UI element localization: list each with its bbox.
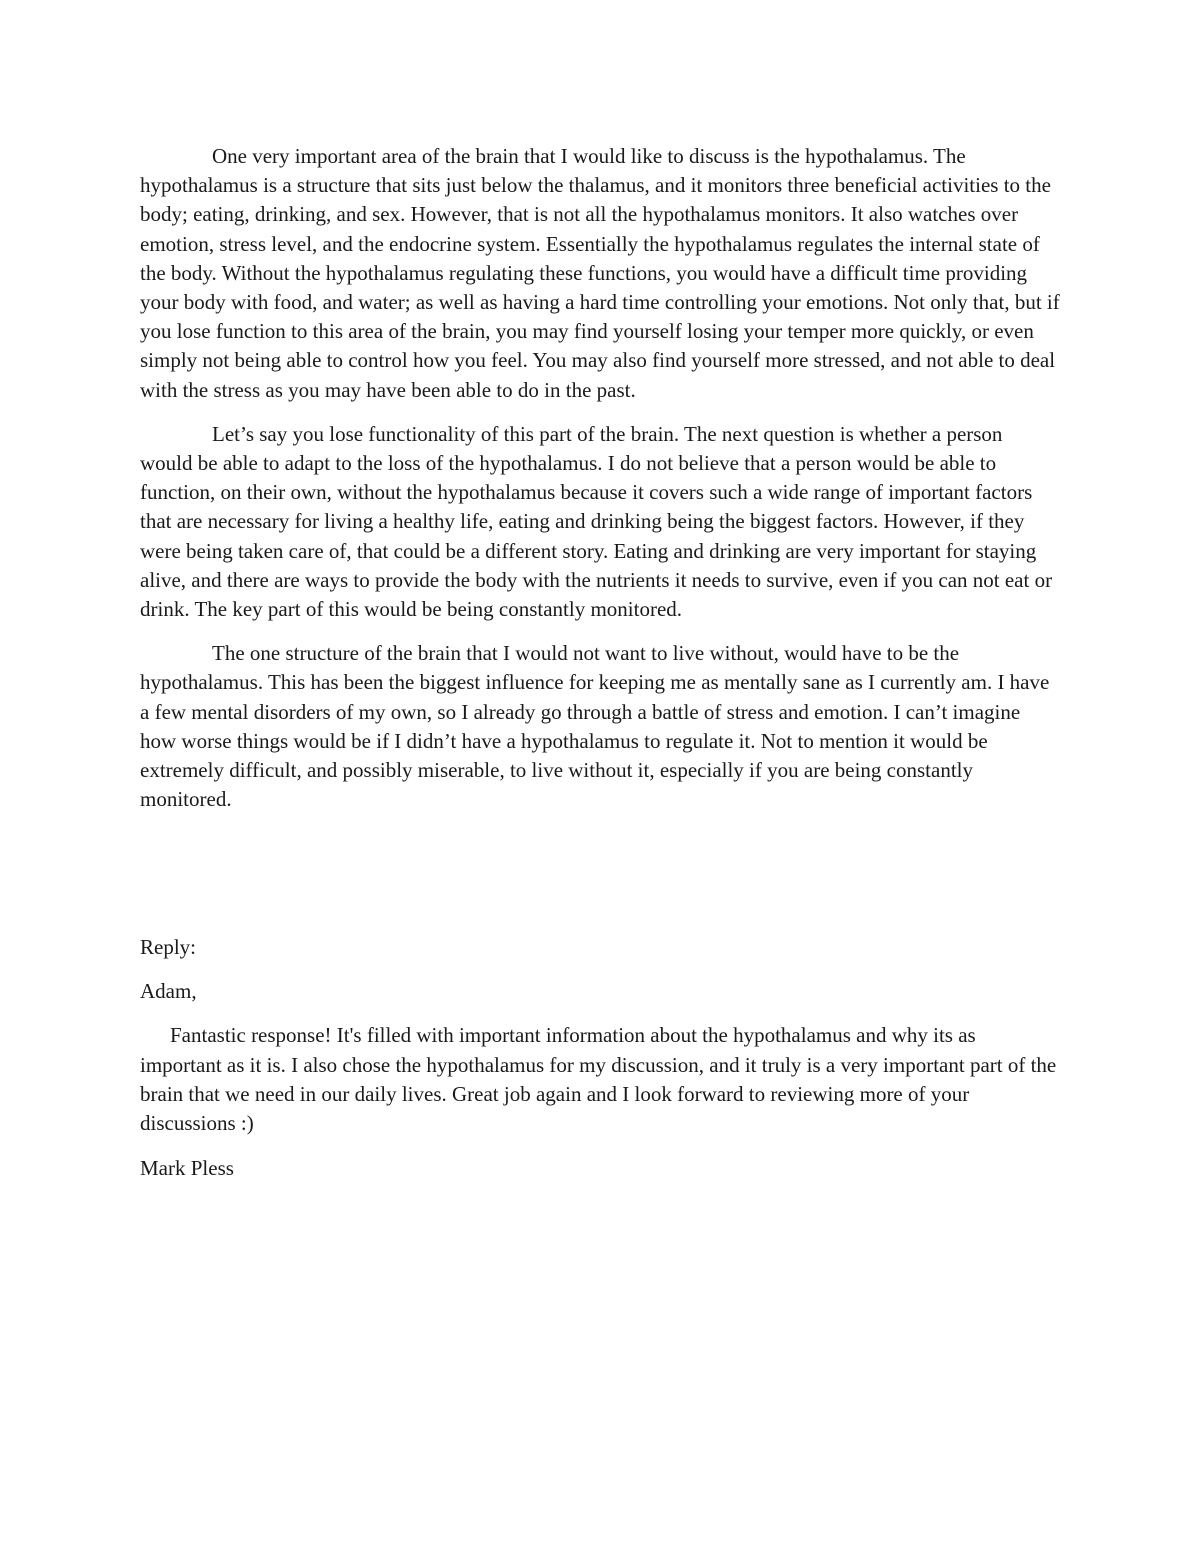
reply-section [140,933,1060,1198]
reply-signature: Mark Pless [140,1156,234,1181]
essay-body [140,142,1060,829]
essay-paragraph-2: Let’s say you lose functionality of this part of the brain. The next question is whether a person would be able to adapt to the loss of the hypothalamus. I do not believe that a person would be able to function, on their own, without the hypothalamus because it covers such a wide range of important factors that are necessary for living a healthy life, eating and drinking being the biggest factors. However, if they were being taken care of, that could be a different story. Eating and drinking are very important for staying alive, and there are ways to provide the body with the nutrients it needs to survive, even if you can not eat or drink. The key part of this would be being constantly monitored. [140,421,1053,622]
essay-paragraph-3: The one structure of the brain that I would not want to live without, would have to be the hypothalamus. This has been the biggest influence for keeping me as mentally sane as I currently am. I have a few mental disorders of my own, so I already go through a battle of stress and emotion. I can’t imagine how worse things would be if I didn’t have a hypothalamus to regulate it. Not to mention it would be extremely difficult, and possibly miserable, to live without it, especially if you are being constantly monitored. [140,641,1050,812]
essay-paragraph-1: One very important area of the brain that I would like to discuss is the hypothalamus. The hypothalamus is a structure that sits just below the thalamus, and it monitors three beneficial activities to the body; eating, drinking, and sex. However, that is not all the hypothalamus monitors. It also watches over emotion, stress level, and the endocrine system. Essentially the hypothalamus regulates the internal state of the body. Without the hypothalamus regulating these functions, you would have a difficult time providing your body with food, and water; as well as having a hard time controlling your emotions. Not only that, but if you lose function to this area of the brain, you may find yourself losing your temper more quickly, or even simply not being able to control how you feel. You may also find yourself more stressed, and not able to deal with the stress as you may have been able to do in the past. [140,144,1060,402]
reply-heading: Reply: [140,935,196,959]
reply-body: Fantastic response! It's filled with important information about the hypothalamus and why its as important as it is. I also chose the hypothalamus for my discussion, and it truly is a very important part of the brain that we need in our daily lives. Great job again and I look forward to reviewing more of your discussions :) [140,1023,1057,1136]
reply-salutation: Adam, [140,979,197,1004]
